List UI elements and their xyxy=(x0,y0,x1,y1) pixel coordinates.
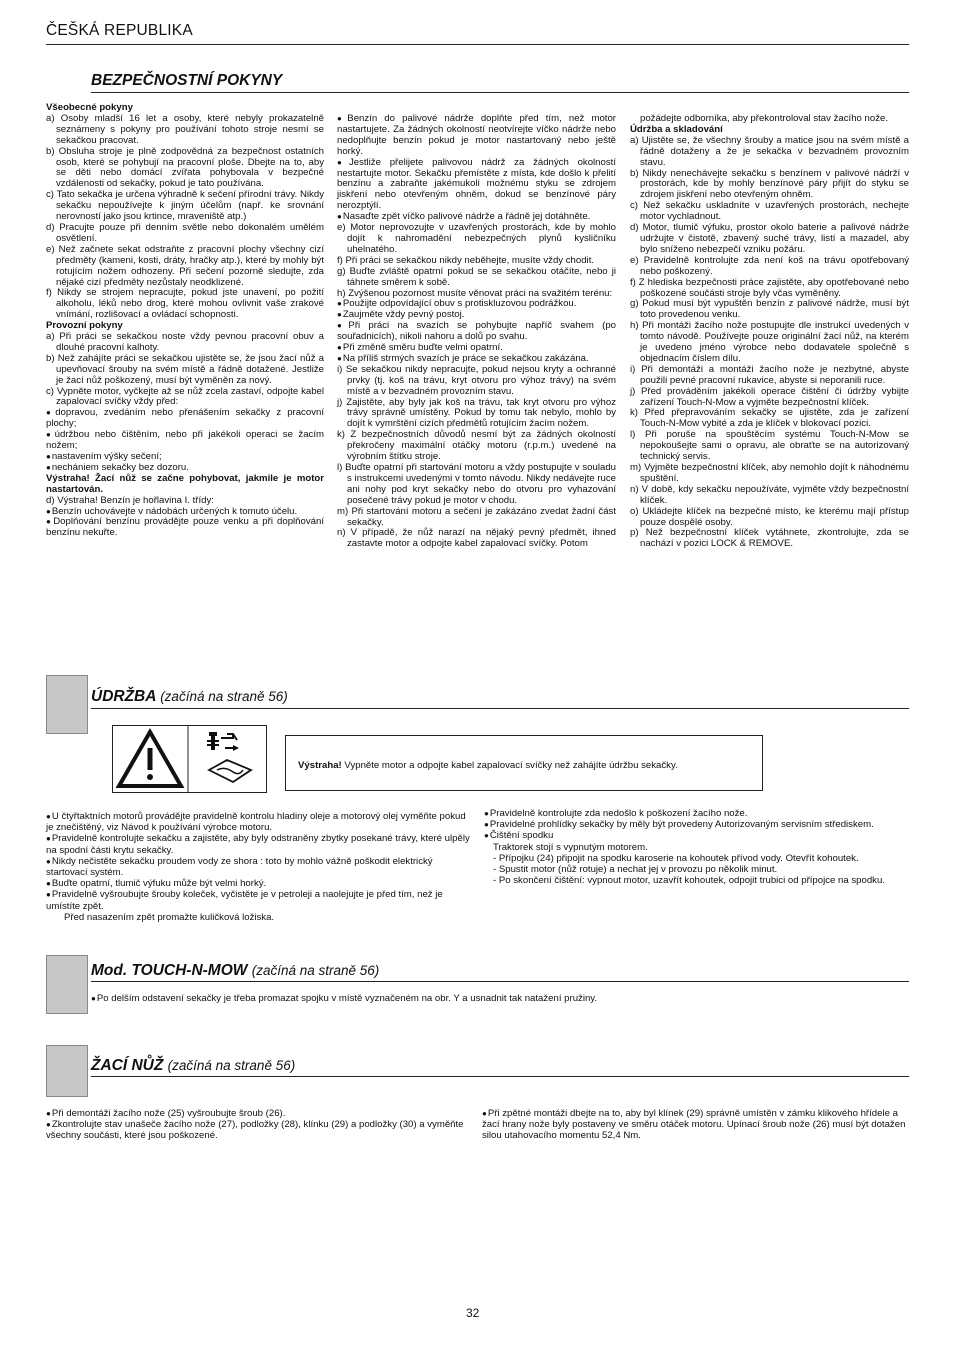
page-number: 32 xyxy=(466,1306,480,1320)
warning-text: Vypněte motor a odpojte kabel zapalovací svíčky než zahájíte údržbu sekačky. xyxy=(341,760,678,771)
bullet-item: ● nechániem sekačky bez dozoru. xyxy=(46,463,324,474)
touch-bullet: ● Po delším odstavení sekačky je třeba promazat spojku v místě vyznačeném na obr. Y a usnadnit tak natažení pružiny. xyxy=(91,993,597,1004)
list-item: k) Z bezpečnostních důvodů nesmí být za žádných okolností překročeny maximální otáčky motoru (r.p.m.) uvedené na výrobním štítku stroje. xyxy=(337,429,616,463)
bullet-item: ● Pravidelné prohlídky sekačky by měly být provedeny Autorizovaným servisním střediskem. xyxy=(484,819,909,830)
list-item: j) Před prováděním jakékoli operace čištění či údržby vybijte zařízení Touch-N-Mow a vyjměte bezpečnostní klíček. xyxy=(630,385,909,408)
blade-subtitle: (začíná na straně 56) xyxy=(167,1058,296,1073)
list-item: f) Při práci se sekačkou nikdy neběhejte, musíte vždy chodit. xyxy=(337,254,595,266)
bullet-item: ● nastavením výšky sečení; xyxy=(46,452,324,463)
list-item: c) Než sekačku uskladníte v uzavřených prostorách, nechejte motor vychladnout. xyxy=(630,200,909,223)
touch-subtitle: (začíná na straně 56) xyxy=(251,963,380,978)
list-item: b) Než zahájíte práci se sekačkou ujistěte se, že jsou žací nůž a upevňovací šrouby na svém místě a řádně dotažené. Jestliže je žací nůž poškozený, musí být vyměněn za nový. xyxy=(46,352,324,386)
blade-marker xyxy=(46,1045,88,1097)
bullet-item: ● Použijte odpovídající obuv s protiskluzovou podrážkou. xyxy=(337,299,616,310)
bullet-item: ● Pravidelně kontrolujte zda nedošlo k poškození žacího nože. xyxy=(484,808,909,819)
bullet-item: ● Benzín uchovávejte v nádobách určených k tomuto účelu. xyxy=(46,507,324,518)
list-item: d) Výstraha! Benzín je hořlavina I. třídy: xyxy=(46,494,214,506)
list-item: o) Ukládejte klíček na bezpečné místo, ke kterému mají přístup pouze dospělé osoby. xyxy=(630,505,909,528)
touch-text xyxy=(91,993,909,1004)
list-item: p) Než bezpečnostní klíček vytáhnete, zkontrolujte, zda se nachází v pozici LOCK & REMOVE. xyxy=(630,527,909,550)
list-item: l) Při poruše na spouštěcím systému Touch-N-Mow se nepokoušejte sami o opravu, ale obraťte se na autorizovaný technický servis. xyxy=(630,429,909,463)
list-item: c) Vypněte motor, vyčkejte až se nůž zcela zastaví, odpojte kabel zapalovací svíčky vždy před: xyxy=(46,385,324,408)
bullet-item: ● U čtyřtaktních motorů provádějte pravidelně kontrolu hladiny oleje a motorový olej vyměňte pokud je znečištěný, viz Návod k používání výrobce motoru. xyxy=(46,811,470,833)
bullet-item: ● Buďte opatrní, tlumič výfuku může být velmi horký. xyxy=(46,878,470,889)
bullet-item: ● Zaujměte vždy pevný postoj. xyxy=(337,310,616,321)
list-item: i) Při demontáži a montáži žacího nože je nezbytné, abyste použili pevné pracovní rukavice, abyste si neporanili ruce. xyxy=(630,363,909,386)
country-header: ČEŠKÁ REPUBLIKA xyxy=(46,22,193,39)
maintenance-left-column xyxy=(46,811,470,923)
bullet-item: ● Pravidelně kontrolujte sekačku a zajistěte, aby byly odstraněny zbytky posekané trávy, které ulpěly na spodní části krytu sekačky. xyxy=(46,833,470,855)
maintenance-subtitle: (začíná na straně 56) xyxy=(160,689,288,704)
list-item: a) Při práci se sekačkou noste vždy pevnou pracovní obuv a dlouhé pracovní kalhoty. xyxy=(46,331,324,353)
list-item: i) Se sekačkou nikdy nepracujte, pokud nejsou kryty a ochranné prvky (tj. koš na trávu, kryt otvoru pro výhoz trávy) na svém místě a v bezvadném provozním stavu. xyxy=(337,363,616,397)
maintenance-marker xyxy=(46,675,88,734)
bullet-item: - Po skončení čištění: vypnout motor, uzavřít kohoutek, odpojit trubici od přípojce na spodku. xyxy=(493,875,885,887)
list-item: m) Vyjměte bezpečnostní klíček, aby nemohlo dojít k náhodnému spuštění. xyxy=(630,462,909,484)
bullet-item: ● Benzín do palivové nádrže doplňte před tím, než motor nastartujete. Za žádných okolností neotvírejte víčko nádrže nebo nedoplňujte benzín pokud je motor nastartovaný nebo ještě horký. xyxy=(337,114,616,158)
maintenance-title-text: ÚDRŽBA xyxy=(91,688,156,705)
bullet-item: ● Jestliže přelijete palivovou nádrž za žádných okolností nestartujte motor. Sekačku přemístěte z místa, kde došlo k přelití benzínu a zabraňte jakémukoli možnému styku se zdrojem jiskření nebo otevřeným ohněm, dokud se benzínové páry nerozptýlí. xyxy=(337,158,616,213)
paragraph-heading: Všeobecné pokyny xyxy=(46,102,133,113)
blade-title xyxy=(91,1057,295,1075)
list-item: e) Než začnete sekat odstraňte z pracovní plochy všechny cizí předměty (kameni, kosti, dráty, hračky atp.), které by mohly být rotujícím nožem odhozeny. Při sečení pozorně sledujte, zda nějaké cizí předměty nezůstaly neodklizené. xyxy=(46,243,324,288)
list-item: d) Pracujte pouze při denním světle nebo dokonalém umělém osvětlení. xyxy=(46,221,324,244)
bullet-item: ● Nikdy nečistěte sekačku proudem vody ze shora : toto by mohlo vážně poškodit elektrický startovací systém. xyxy=(46,856,470,878)
bullet-item: ● Nasaďte zpět víčko palivové nádrže a řádně jej dotáhněte. xyxy=(337,212,616,223)
list-item: e) Pravidelně kontrolujte zda není koš na trávu opotřebovaný nebo poškozený. xyxy=(630,254,909,277)
list-item: a) Osoby mladší 16 let a osoby, které nebyly prokazatelně seznámeny s pokyny pro používání tohoto stroje nesmí se sekačkou pracovat. xyxy=(46,112,324,146)
bullet-item: ● Pravidelně vyšroubujte šrouby koleček, vyčistěte je v petroleji a naolejujte je před tím, než je umístíte zpět. xyxy=(46,889,470,911)
list-item: požádejte odborníka, aby překontroloval stav žacího nože. xyxy=(640,113,888,124)
list-item: g) Buďte zvláště opatrní pokud se se sekačkou otáčíte, nebo ji táhnete směrem k sobě. xyxy=(337,265,616,288)
safety-column-2 xyxy=(337,114,616,550)
list-item: m) Při startování motoru a sečení je zakázáno zvedat žadní část sekačky. xyxy=(337,505,616,528)
blade-left-column xyxy=(46,1108,470,1142)
bullet-item: - Přípojku (24) připojit na spodku karoserie na kohoutek přívod vody. Otevřít kohoutek. xyxy=(493,852,859,864)
bullet-item: - Spustit motor (nůž rotuje) a nechat jej v provozu po několik minut. xyxy=(493,864,778,876)
maintenance-title xyxy=(91,688,288,706)
bullet-item: ● dopravou, zvedáním nebo přenášením sekačky z pracovní plochy; xyxy=(46,408,324,430)
list-item: h) Zvýšenou pozornost musíte věnovat práci na svažitém terénu: xyxy=(337,287,613,299)
bullet-item: ● údržbou nebo čištěním, nebo při jakékoli operaci se žacím nožem; xyxy=(46,430,324,452)
list-item: j) Zajistěte, aby byly jak koš na trávu, tak kryt otvoru pro výhoz trávy správně umístěny. Pokud by tomu tak nebylo, mohlo by dojít k vymrštění cizích předmětů rotujícím žacím nožem. xyxy=(337,396,616,430)
list-item: n) V případě, že nůž narazí na nějaký pevný předmět, ihned zastavte motor a odpojte kabel zapalovací svíčky. Potom xyxy=(337,527,616,550)
blade-right-column xyxy=(482,1108,909,1142)
header-rule xyxy=(46,44,909,45)
bullet-item: ● Při práci na svazích se pohybujte napříč svahem (po souřadnicích), nikoli nahoru a dolů po svahu. xyxy=(337,321,616,343)
blade-rule xyxy=(91,1076,909,1077)
warning-pictograms xyxy=(112,725,267,793)
list-item: b) Nikdy nenechávejte sekačku s benzínem v palivové nádrží v prostorách, kde by mohly benzínové páry přijít do styku se zdrojem jiskření nebo otevřeným ohněm. xyxy=(630,167,909,201)
warning-triangle-icon xyxy=(113,726,266,792)
list-item: c) Tato sekačka je určena výhradně k sečení přírodní trávy. Nikdy sekačku nepoužívejte k jiným účelům (např. ke srovnání nerovností jako jsou krtince, mraveniště atp.) xyxy=(46,189,324,223)
list-item: g) Pokud musí být vypuštěn benzín z palivové nádrže, musí být toto provedenou venku. xyxy=(630,298,909,321)
list-item: e) Motor neprovozujte v uzavřených prostorách, kde by mohlo dojít k nahromadění nebezpečných plynů kysličníku uhelnatého. xyxy=(337,222,616,255)
bullet-item: ● Při zpětné montáži dbejte na to, aby byl klínek (29) správně umístěn v zámku klikového hřídele a žací hrany nože byly postaveny ve směru otáček motoru. Upínací šroub nože (26) musí být dotažen silou utahovacího momentu 52,4 Nm. xyxy=(482,1108,909,1142)
list-item: b) Obsluha stroje je plně zodpovědná za bezpečnost ostatních osob, které se pohybují na pracovní ploše. Dbejte na to, aby se děti nebo domácí zvířata pohybovala v bezpečné vzdálenosti od sekačky, pokud je tato používána. xyxy=(46,145,324,190)
safety-column-1 xyxy=(46,103,324,539)
bullet-item: ● Čištění spodku xyxy=(484,830,909,841)
spark-plug-disconnect-icon xyxy=(207,732,251,782)
list-item: f) Nikdy se strojem nepracujte, pokud jste unavení, po požití alkoholu, léků nebo drog, které mohou ovlivnit vaše zrakové vnímání, rozlišovací a ovládací schopnosti. xyxy=(46,287,324,321)
list-item: f) Z hlediska bezpečnosti práce zajistěte, aby opotřebované nebo poškozené součásti stroje byly včas vyměněny. xyxy=(630,276,909,299)
list-item: h) Při montáži žacího nože postupujte dle instrukcí uvedených v tomto návodě. Používejte pouze originální žací nůž, na kterém je uvedeno jméno výrobce nebo dodavatele společně s objednacím číslem dílu. xyxy=(630,320,909,364)
bullet-item: Traktorek stojí s vypnutým motorem. xyxy=(493,841,648,853)
maintenance-rule xyxy=(91,708,909,709)
blade-title-text: ŽACÍ NŮŽ xyxy=(91,1057,164,1074)
list-item: l) Buďte opatrní při startování motoru a vždy postupujte v souladu s instrukcemi uvedenými v tomto návodu. Nikdy nedávejte ruce ani nohy pod kryt sekačky nebo do otvoru pro vyhazování posečené trávy pokud je motor v chodu. xyxy=(337,462,616,506)
list-item: a) Ujistěte se, že všechny šrouby a matice jsou na svém místě a řádně dotaženy a že je sekačka v bezvadném provozním stavu. xyxy=(630,134,909,168)
paragraph-heading: Údržba a skladování xyxy=(630,123,723,135)
bullet-item: ● Doplňování benzínu provádějte pouze venku a při doplňování benzínu nekuřte. xyxy=(46,517,324,539)
list-item: d) Motor, tlumič výfuku, prostor okolo baterie a palivové nádrže udržujte v čistotě, zbavený suché trávy, listí a mazadel, aby bylo sníženo nebezpečí vzniku požáru. xyxy=(630,222,909,255)
bullet-item: ● Na příliš strmých svazích je práce se sekačkou zakázána. xyxy=(337,354,616,365)
bullet-item: ● Při změně směru buďte velmi opatrní. xyxy=(337,343,616,354)
maintenance-right-column xyxy=(484,808,909,886)
bullet-item: ● Zkontrolujte stav unašeče žacího nože (27), podložky (28), klínku (29) a podložky (30) a vyměňte všechny součásti, které jsou poškozené. xyxy=(46,1119,470,1141)
paragraph-heading: Provozní pokyny xyxy=(46,320,123,332)
warning-label: Výstraha! xyxy=(298,760,342,771)
bullet-item: ● Při demontáži žacího nože (25) vyšroubujte šroub (26). xyxy=(46,1108,470,1119)
touch-marker xyxy=(46,955,88,1014)
touch-title xyxy=(91,962,379,980)
bullet-item: Před nasazením zpět promažte kuličková ložiska. xyxy=(64,911,275,923)
list-item: k) Před přepravováním sekačky se ujistěte, zda je zařízení Touch-N-Mow vybité a zda je klíček v blokovací pozici. xyxy=(630,407,909,430)
safety-title: BEZPEČNOSTNÍ POKYNY xyxy=(91,72,283,89)
safety-column-3 xyxy=(630,114,909,550)
paragraph-heading: Výstraha! Žací nůž se začne pohybovat, jakmile je motor nastartován. xyxy=(46,472,324,495)
list-item: n) V době, kdy sekačku nepoužíváte, vyjměte vždy bezpečnostní klíček. xyxy=(630,483,909,506)
touch-title-text: Mod. TOUCH-N-MOW xyxy=(91,962,248,979)
maintenance-warning-box xyxy=(285,735,763,791)
safety-rule xyxy=(91,92,909,93)
touch-rule xyxy=(91,981,909,982)
